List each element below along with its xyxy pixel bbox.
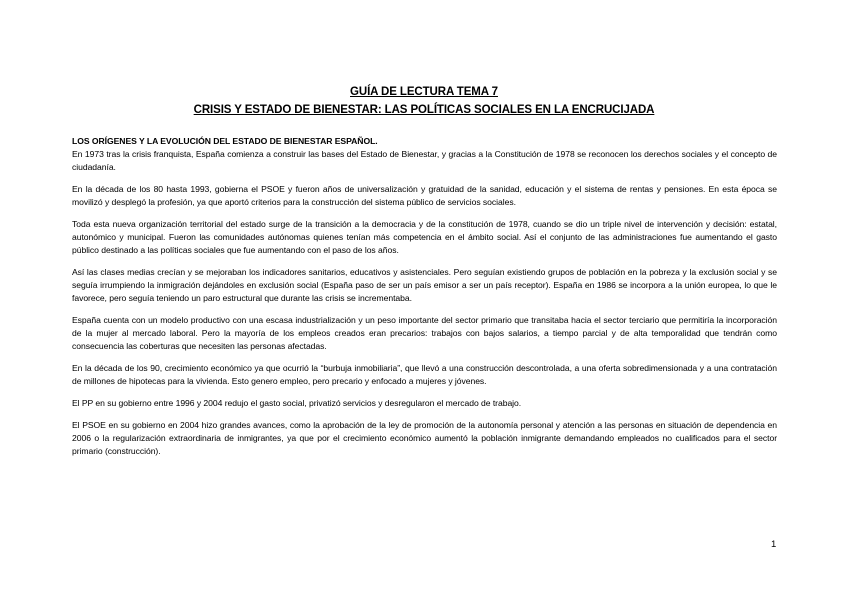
- paragraph: En 1973 tras la crisis franquista, España comienza a construir las bases del Estado de Bienestar, y gracias a la Constitución de 1978 se reconocen los derechos sociales y el concepto de ciudadanía.: [72, 149, 777, 172]
- page-number: 1: [771, 539, 777, 550]
- paragraph: Así las clases medias crecían y se mejoraban los indicadores sanitarios, educativos y asistenciales. Pero seguían existiendo grupos de población en la pobreza y la exclusión social y se seguía irrumpiendo la inmigración dejándoles en exclusión social (España paso de ser un país emisor a ser un país receptor). España en 1986 se incorpora a la unión europea, lo que le favorece, pero seguía teniendo un paro estructural que durante las crisis se incrementaba.: [72, 267, 777, 303]
- document-body: [72, 135, 777, 467]
- paragraph: Toda esta nueva organización territorial del estado surge de la transición a la democracia y de la constitución de 1978, cuando se dio un triple nivel de intervención y decisión: estatal, autonómico y municipal. Fueron las comunidades autónomas quienes tenían más competencia en el ámbito social. Así el conjunto de las administraciones fue aumentando el gasto público destinado a las políticas sociales que fue aumentando con el paso de los años.: [72, 219, 777, 255]
- paragraph: En la década de los 80 hasta 1993, gobierna el PSOE y fueron años de universalización y gratuidad de la sanidad, educación y el sistema de rentas y pensiones. En esta época se movilizó y desplegó la profesión, ya que aportó criterios para la construcción del sistema público de servicios sociales.: [72, 184, 777, 207]
- paragraph: El PSOE en su gobierno en 2004 hizo grandes avances, como la aprobación de la ley de promoción de la autonomía personal y atención a las personas en situación de dependencia en 2006 o la regularización extraordinaria de inmigrantes, ya que por el crecimiento económico aumentó la población inmigrante demandando empleados no cualificados para el sector primario (construcción).: [72, 420, 777, 456]
- document-subtitle: CRISIS Y ESTADO DE BIENESTAR: LAS POLÍTICAS SOCIALES EN LA ENCRUCIJADA: [193, 104, 655, 116]
- document-title: GUÍA DE LECTURA TEMA 7: [350, 86, 498, 98]
- paragraph: En la década de los 90, crecimiento económico ya que ocurrió la “burbuja inmobiliaria”, que llevó a una construcción descontrolada, a una oferta sobredimensionada y a una contratación de millones de hipotecas para la vivienda. Esto genero empleo, pero precario y enfocado a mujeres y jóvenes.: [72, 363, 777, 386]
- paragraph: El PP en su gobierno entre 1996 y 2004 redujo el gasto social, privatizó servicios y desregularon el mercado de trabajo.: [72, 398, 522, 408]
- paragraph: España cuenta con un modelo productivo con una escasa industrialización y un peso importante del sector primario que transitaba hacia el sector terciario que permitiría la incorporación de la mujer al mercado laboral. Pero la mayoría de los empleos creados eran precarios: trabajos con bajos salarios, a tiempo parcial y de alta temporalidad que tendrán como consecuencia las coberturas que necesiten las personas afectadas.: [72, 315, 777, 351]
- section-heading: LOS ORÍGENES Y LA EVOLUCIÓN DEL ESTADO DE BIENESTAR ESPAÑOL.: [72, 136, 378, 146]
